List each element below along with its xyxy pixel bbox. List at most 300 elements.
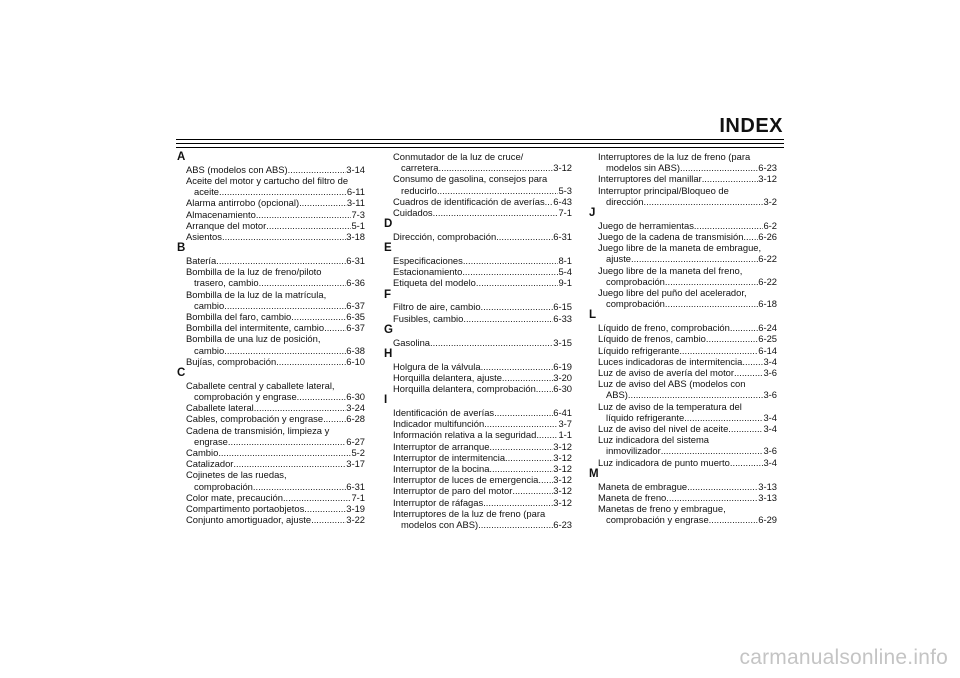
index-entry <box>384 441 572 452</box>
index-entry-line <box>393 301 572 312</box>
index-entry-line <box>598 333 777 344</box>
page-reference: 6-30 <box>346 391 365 403</box>
index-entry-text: Etiqueta del modelo <box>393 277 476 289</box>
index-entry <box>177 380 365 402</box>
index-entry <box>589 322 777 333</box>
index-entry-text: Compartimento portaobjetos <box>186 503 305 515</box>
dot-leader <box>644 196 764 207</box>
index-entry-line <box>186 436 365 447</box>
index-entry-text: Conjunto amortiguador, ajuste <box>186 514 312 526</box>
index-entry-text: Interruptor de ráfagas <box>393 496 484 508</box>
page-reference: 7-1 <box>558 207 572 219</box>
dot-leader <box>536 383 553 394</box>
index-entry-text: Gasolina <box>393 336 431 348</box>
page-reference: 6-14 <box>758 344 777 356</box>
index-entry-line <box>393 474 572 485</box>
index-entry-line <box>598 265 777 276</box>
index-column-1 <box>177 151 365 525</box>
index-letter: M <box>589 467 599 480</box>
index-entry-line <box>598 162 777 173</box>
page-reference: 6-22 <box>758 275 777 287</box>
dot-leader <box>437 185 558 196</box>
index-entry-line <box>186 197 365 208</box>
dot-leader <box>254 402 346 413</box>
index-entry <box>384 474 572 485</box>
index-entry-line <box>186 220 365 231</box>
dot-leader <box>291 311 346 322</box>
index-entry-line <box>598 287 777 298</box>
index-entry-line <box>598 220 777 231</box>
index-entry <box>177 289 365 311</box>
index-entry-text: Cadena de transmisión, limpieza y <box>186 424 330 436</box>
index-entry-line <box>393 173 572 184</box>
index-entry-line <box>393 372 572 383</box>
index-entry-text: Líquido de freno, comprobación <box>598 322 730 334</box>
page-reference: 3-4 <box>763 456 777 468</box>
index-entry-line <box>186 322 365 333</box>
index-entry-text: Juego libre de la maneta del freno, <box>598 264 743 276</box>
dot-leader <box>256 209 352 220</box>
index-entry-text: ajuste <box>606 253 632 265</box>
index-entry-line <box>393 255 572 266</box>
index-entry <box>384 196 572 207</box>
page-reference: 3-12 <box>553 474 572 486</box>
index-letter: L <box>589 309 597 322</box>
index-entry-text: cambio <box>194 344 225 356</box>
dot-leader <box>743 231 758 242</box>
index-entry-text: Juego de herramientas <box>598 219 694 231</box>
index-entry-text: comprobación <box>606 275 665 287</box>
index-entry <box>384 173 572 195</box>
dot-leader <box>224 300 346 311</box>
index-entry <box>589 481 777 492</box>
index-entry-text: Luz indicadora del sistema <box>598 434 709 446</box>
index-entry <box>177 209 365 220</box>
index-entry-text: líquido refrigerante <box>606 411 685 423</box>
index-entry <box>589 185 777 207</box>
dot-leader <box>505 452 553 463</box>
index-letter: E <box>384 242 392 255</box>
index-entry-line <box>393 361 572 372</box>
index-entry-text: Juego libre de la maneta de embrague, <box>598 242 762 254</box>
index-entry-text: cambio <box>194 299 225 311</box>
index-entry-line <box>598 503 777 514</box>
dot-leader <box>276 356 346 367</box>
index-entry <box>177 164 365 175</box>
page-reference: 3-18 <box>346 231 365 243</box>
dot-leader <box>694 220 764 231</box>
index-entry-line <box>186 333 365 344</box>
index-entry <box>177 469 365 491</box>
page-reference: 6-31 <box>346 255 365 267</box>
dot-leader <box>496 231 553 242</box>
index-entry-text: Bombilla del intermitente, cambio <box>186 322 325 334</box>
index-entry-line <box>393 313 572 324</box>
index-entry-line <box>186 458 365 469</box>
index-entry-line <box>598 231 777 242</box>
index-entry-line <box>393 407 572 418</box>
index-entry <box>177 175 365 197</box>
index-entry-text: Manetas de freno y embrague, <box>598 503 726 515</box>
page-reference: 3-11 <box>346 197 365 209</box>
index-entry <box>589 220 777 231</box>
index-entry-line <box>186 481 365 492</box>
index-entry-line <box>598 434 777 445</box>
index-entry-line <box>598 173 777 184</box>
index-letter: H <box>384 347 393 360</box>
index-letter: A <box>177 151 186 163</box>
index-entry-line <box>186 503 365 514</box>
page-reference: 5-4 <box>558 266 572 278</box>
index-entry <box>589 345 777 356</box>
index-entry <box>589 457 777 468</box>
dot-leader <box>216 255 346 266</box>
index-entry-line <box>393 418 572 429</box>
index-entry-line <box>186 209 365 220</box>
index-entry <box>177 333 365 355</box>
index-entry-text: Batería <box>186 255 217 267</box>
index-entry <box>384 255 572 266</box>
index-entry <box>384 429 572 440</box>
index-entry-text: Consumo de gasolina, consejos para <box>393 173 548 185</box>
page-reference: 5-1 <box>351 219 365 231</box>
dot-leader <box>666 492 758 503</box>
dot-leader <box>684 412 763 423</box>
index-column-3 <box>589 151 777 525</box>
index-entry-text: Color mate, precaución <box>186 491 283 503</box>
index-entry <box>384 383 572 394</box>
page-reference: 6-18 <box>758 298 777 310</box>
index-entry-text: Dirección, comprobación <box>393 231 497 243</box>
dot-leader <box>218 447 351 458</box>
index-entry <box>177 255 365 266</box>
index-entry-line <box>393 463 572 474</box>
page-reference: 3-12 <box>553 440 572 452</box>
index-entry-text: Cambio <box>186 447 219 459</box>
index-entry-text: ABS) <box>606 389 628 401</box>
index-entry-line <box>393 429 572 440</box>
index-entry <box>177 266 365 288</box>
index-entry-text: Catalizador <box>186 458 234 470</box>
dot-leader <box>219 186 347 197</box>
page-reference: 3-6 <box>763 445 777 457</box>
index-entry-line <box>393 277 572 288</box>
index-letter: G <box>384 323 393 336</box>
index-entry-line <box>186 402 365 413</box>
page-reference: 6-26 <box>758 231 777 243</box>
dot-leader <box>288 164 347 175</box>
page-reference: 5-3 <box>558 184 572 196</box>
page-reference: 3-22 <box>346 514 365 526</box>
dot-leader <box>233 458 346 469</box>
page-reference: 3-12 <box>553 496 572 508</box>
index-letter: C <box>177 367 186 380</box>
index-entry <box>384 207 572 218</box>
index-entry-text: inmovilizador <box>606 445 661 457</box>
page-reference: 3-19 <box>346 503 365 515</box>
index-entry <box>384 418 572 429</box>
dot-leader <box>536 429 558 440</box>
index-entry-line <box>393 207 572 218</box>
page-reference: 5-2 <box>351 447 365 459</box>
index-entry-line <box>598 185 777 196</box>
page-reference: 6-37 <box>346 322 365 334</box>
index-letter: D <box>384 218 393 231</box>
index-entry <box>384 277 572 288</box>
index-entry-text: Líquido refrigerante <box>598 344 680 356</box>
index-entry-text: Holgura de la válvula <box>393 360 481 372</box>
page-reference: 3-24 <box>346 402 365 414</box>
dot-leader <box>299 197 347 208</box>
dot-leader <box>709 514 759 525</box>
index-entry-line <box>186 277 365 288</box>
watermark: carmanualsonline.info <box>739 646 948 669</box>
index-entry-text: aceite <box>194 186 220 198</box>
dot-leader <box>742 356 763 367</box>
index-entry <box>589 367 777 378</box>
index-entry-text: dirección <box>606 195 644 207</box>
index-entry-text: Interruptor de luces de emergencia <box>393 474 539 486</box>
page-reference: 3-12 <box>758 173 777 185</box>
index-entry-text: Aceite del motor y cartucho del filtro de <box>186 175 349 186</box>
page-reference: 9-1 <box>558 277 572 289</box>
index-entry <box>177 356 365 367</box>
index-entry-line <box>393 508 572 519</box>
dot-leader <box>545 196 554 207</box>
dot-leader <box>266 220 351 231</box>
index-entry-text: Líquido de frenos, cambio <box>598 333 706 345</box>
index-entry <box>384 231 572 242</box>
index-entry-text: reducirlo <box>401 184 437 196</box>
page-reference: 6-10 <box>346 355 365 367</box>
index-entry-line <box>393 383 572 394</box>
page-reference: 3-7 <box>558 418 572 430</box>
index-entry-line <box>186 266 365 277</box>
index-entry-text: Interruptores de la luz de freno (para <box>393 507 546 519</box>
index-entry <box>589 333 777 344</box>
index-entry-text: trasero, cambio <box>194 277 259 289</box>
index-entry-line <box>186 311 365 322</box>
index-entry-line <box>598 322 777 333</box>
dot-leader <box>304 503 346 514</box>
index-entry-line <box>598 423 777 434</box>
index-entry <box>384 301 572 312</box>
index-entry <box>177 322 365 333</box>
index-entry-text: carretera <box>401 162 439 174</box>
page-reference: 6-31 <box>553 231 572 243</box>
index-entry <box>177 311 365 322</box>
index-entry-line <box>598 276 777 287</box>
dot-leader <box>478 519 553 530</box>
index-entry-text: Interruptor principal/Bloqueo de <box>598 184 729 196</box>
index-entry-text: Juego de la cadena de transmisión <box>598 231 744 243</box>
dot-leader <box>253 481 346 492</box>
index-entry-text: Luz de aviso de avería del motor <box>598 367 735 379</box>
page-reference: 6-38 <box>346 344 365 356</box>
index-entry-text: Especificaciones <box>393 255 463 267</box>
index-entry-line <box>186 413 365 424</box>
page-reference: 6-2 <box>763 219 777 231</box>
index-entry-line <box>598 445 777 456</box>
dot-leader <box>680 162 758 173</box>
index-entry <box>589 287 777 309</box>
index-entry-text: Horquilla delantera, ajuste <box>393 371 502 383</box>
dot-leader <box>462 266 558 277</box>
dot-leader <box>538 474 553 485</box>
index-entry <box>589 242 777 264</box>
index-entry-line <box>186 164 365 175</box>
index-entry-text: Luz indicadora de punto muerto <box>598 456 730 468</box>
page-reference: 3-20 <box>553 371 572 383</box>
dot-leader <box>283 492 352 503</box>
dot-leader <box>323 413 346 424</box>
index-entry-line <box>598 492 777 503</box>
index-entry-text: Maneta de embrague <box>598 480 688 492</box>
index-entry-text: Asientos <box>186 231 222 243</box>
index-entry <box>177 231 365 242</box>
index-entry-line <box>186 345 365 356</box>
page-title: INDEX <box>719 115 783 137</box>
page-reference: 3-12 <box>553 485 572 497</box>
index-entry-line <box>186 300 365 311</box>
dot-leader <box>463 313 553 324</box>
index-entry-line <box>393 185 572 196</box>
index-entry-line <box>186 175 365 186</box>
index-entry-text: Estacionamiento <box>393 266 463 278</box>
index-entry-text: Bombilla de la luz de freno/piloto <box>186 266 322 278</box>
index-entry-line <box>186 425 365 436</box>
dot-leader <box>439 162 554 173</box>
index-entry-text: Caballete lateral <box>186 402 254 414</box>
index-entry-text: Caballete central y caballete lateral, <box>186 379 335 391</box>
page-reference: 3-13 <box>758 480 777 492</box>
index-entry-line <box>393 485 572 496</box>
dot-leader <box>730 457 764 468</box>
index-entry-line <box>598 298 777 309</box>
index-entry-text: Fusibles, cambio <box>393 312 464 324</box>
index-letter: J <box>589 207 596 220</box>
dot-leader <box>222 231 346 242</box>
dot-leader <box>661 445 764 456</box>
index-entry <box>589 173 777 184</box>
index-entry-text: Horquilla delantera, comprobación <box>393 383 536 395</box>
index-entry-line <box>186 255 365 266</box>
dot-leader <box>628 389 764 400</box>
index-entry-line <box>598 401 777 412</box>
title-rule-3 <box>176 147 784 148</box>
index-entry <box>177 425 365 447</box>
index-entry-text: Bujías, comprobación <box>186 355 277 367</box>
index-entry-text: modelos sin ABS) <box>606 162 680 174</box>
page-reference: 6-43 <box>553 195 572 207</box>
index-entry-text: engrase <box>194 435 228 447</box>
page-reference: 6-23 <box>553 519 572 531</box>
index-entry <box>177 402 365 413</box>
page-reference: 6-24 <box>758 322 777 334</box>
index-entry-line <box>598 367 777 378</box>
index-entry-text: Indicador multifunción <box>393 418 485 430</box>
page-reference: 3-6 <box>763 389 777 401</box>
dot-leader <box>481 361 554 372</box>
index-entry <box>177 503 365 514</box>
page-reference: 3-12 <box>553 463 572 475</box>
dot-leader <box>706 333 758 344</box>
page-reference: 6-31 <box>346 480 365 492</box>
page-reference: 6-11 <box>346 186 365 198</box>
index-entry-line <box>186 186 365 197</box>
index-entry-text: comprobación y engrase <box>194 391 297 403</box>
index-entry <box>177 413 365 424</box>
index-entry-line <box>186 380 365 391</box>
index-entry-text: Información relativa a la seguridad <box>393 429 537 441</box>
index-entry <box>589 401 777 423</box>
index-entry <box>384 313 572 324</box>
index-entry-text: comprobación <box>194 480 253 492</box>
index-entry-line <box>186 469 365 480</box>
index-entry <box>384 497 572 508</box>
index-entry-line <box>598 345 777 356</box>
page-reference: 6-15 <box>553 301 572 313</box>
dot-leader <box>489 441 553 452</box>
page-reference: 6-35 <box>346 311 365 323</box>
index-entry <box>384 508 572 530</box>
index-entry <box>589 231 777 242</box>
index-entry <box>384 485 572 496</box>
dot-leader <box>665 276 758 287</box>
page-reference: 6-23 <box>758 162 777 174</box>
page-reference: 3-4 <box>763 423 777 435</box>
index-entry-line <box>393 266 572 277</box>
index-entry <box>384 337 572 348</box>
index-entry-text: Interruptores de la luz de freno (para <box>598 151 751 162</box>
index-entry-line <box>598 389 777 400</box>
page-reference: 6-33 <box>553 312 572 324</box>
index-entry-text: Almacenamiento <box>186 208 256 220</box>
index-entry-line <box>186 447 365 458</box>
index-entry-text: Cuadros de identificación de averías <box>393 195 545 207</box>
index-entry <box>384 463 572 474</box>
index-entry-text: Interruptor de arranque <box>393 440 490 452</box>
page-reference: 6-28 <box>346 413 365 425</box>
index-entry-line <box>598 457 777 468</box>
index-entry <box>589 492 777 503</box>
index-entry-text: comprobación y engrase <box>606 514 709 526</box>
index-entry-line <box>186 289 365 300</box>
dot-leader <box>502 372 553 383</box>
index-entry-line <box>393 196 572 207</box>
index-entry <box>589 378 777 400</box>
page-reference: 6-27 <box>346 435 365 447</box>
page-reference: 6-29 <box>758 514 777 526</box>
index-entry <box>589 151 777 173</box>
page-reference: 3-14 <box>346 163 365 175</box>
index-entry-text: Luces indicadoras de intermitencia <box>598 355 743 367</box>
page-reference: 3-12 <box>553 451 572 463</box>
page-reference: 3-15 <box>553 336 572 348</box>
dot-leader <box>483 497 553 508</box>
index-entry-line <box>186 356 365 367</box>
dot-leader <box>324 322 346 333</box>
index-entry-line <box>598 196 777 207</box>
index-entry-text: Alarma antirrobo (opcional) <box>186 197 300 209</box>
index-entry-text: Maneta de freno <box>598 491 667 503</box>
page-reference: 8-1 <box>558 255 572 267</box>
index-entry-text: Identificación de averías <box>393 407 495 419</box>
index-entry-text: Luz de aviso del nivel de aceite <box>598 423 729 435</box>
dot-leader <box>430 337 553 348</box>
index-entry <box>589 503 777 525</box>
dot-leader <box>494 407 553 418</box>
